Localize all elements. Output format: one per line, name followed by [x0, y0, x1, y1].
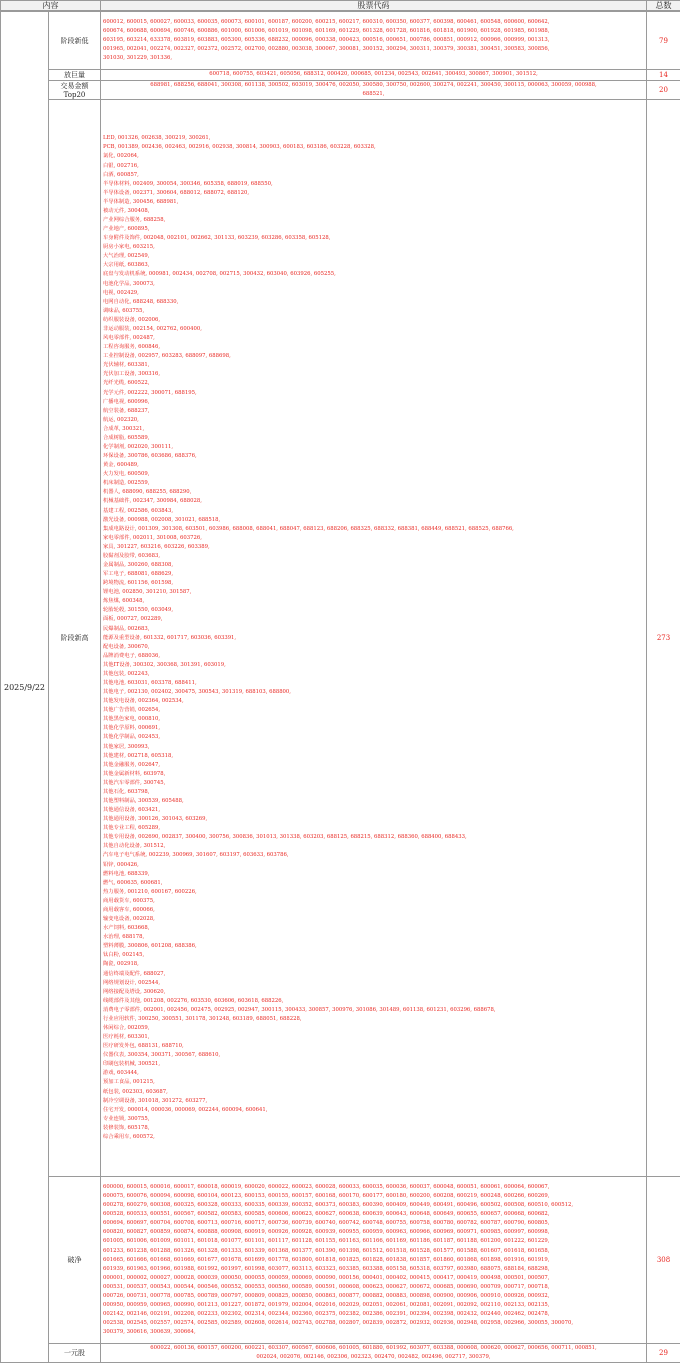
code-line: 机床制造, 002559,: [103, 479, 644, 488]
code-line: 其他家居, 300993,: [103, 743, 644, 752]
code-line: 300379, 300616, 300639, 300664,: [103, 1328, 644, 1337]
total-new-low: 79: [647, 12, 680, 70]
code-line: 其他IT设备, 300302, 300368, 301391, 603019,: [103, 661, 644, 670]
code-line: 其他汽车零部件, 300745,: [103, 779, 644, 788]
code-line: 其他专业工程, 605289,: [103, 824, 644, 833]
code-line: 其他通用设备, 300126, 301043, 603269,: [103, 815, 644, 824]
code-line: 002142, 002146, 002191, 002208, 002233, 002302, 002314, 002344, 002360, 002375, 002382, 002386, 002391, 002394, 002398, 002432, 002440, 002462, 002478,: [103, 1310, 644, 1319]
code-line: 600012, 600015, 600027, 600033, 600035, 600073, 600101, 600187, 600200, 600215, 600217, 600310, 600350, 600377, 600398, 600461, 600548, 600600, 600642,: [103, 18, 644, 27]
row-new-low: [1, 12, 680, 70]
code-line: 其他电池, 603031, 603378, 688411,: [103, 679, 644, 688]
code-line: 汽车电子电气系统, 002239, 300969, 301607, 603197, 603633, 603786,: [103, 851, 644, 860]
code-line: 燃气, 600635, 600681,: [103, 879, 644, 888]
code-line: 环保设备, 300786, 603686, 688376,: [103, 452, 644, 461]
code-line: 基建工程, 002586, 603843,: [103, 507, 644, 516]
row-one-yuan: [1, 1344, 680, 1363]
code-line: 医疗研发外包, 688131, 688710,: [103, 1042, 644, 1051]
code-line: 600000, 600015, 600016, 600017, 600018, 600019, 600020, 600022, 600023, 600028, 600033, 600035, 600036, 600037, 600048, 600051, 600061, 600064, 600067,: [103, 1183, 644, 1192]
code-line: 601005, 601006, 601009, 601011, 601018, 601077, 601101, 601117, 601128, 601155, 601163, 601166, 601169, 601186, 601187, 601188, 601200, 601222, 601229,: [103, 1237, 644, 1246]
date-cell: 2025/9/22: [1, 12, 49, 1363]
header-codes: 股票代码: [101, 1, 647, 11]
category-volume: 放巨量: [49, 70, 101, 81]
code-line: 光伏加工设备, 300316,: [103, 370, 644, 379]
code-line: 铅锌, 000426,: [103, 861, 644, 870]
code-line: 光伏辅材, 603381,: [103, 361, 644, 370]
row-top20: [1, 81, 680, 100]
code-line: 住宅开发, 000014, 000036, 000069, 002244, 600094, 600641,: [103, 1106, 644, 1115]
code-line: 配电设备, 300670,: [103, 643, 644, 652]
code-line: 厨房小家电, 603215,: [103, 243, 644, 252]
code-line: 网络规划设计, 002544,: [103, 979, 644, 988]
code-line: 600820, 600827, 600859, 600874, 600888, 600908, 600919, 600926, 600928, 600939, 600955, 600959, 600963, 600966, 600969, 600971, 600985, 600997, 600998,: [103, 1228, 644, 1237]
total-volume: 14: [647, 70, 680, 81]
header-total: 总数: [647, 1, 680, 11]
code-line: 非运动服装, 002154, 002762, 600400,: [103, 325, 644, 334]
code-line: 底盘与发动机系统, 000981, 002434, 002708, 002715, 300432, 603040, 603926, 605255,: [103, 270, 644, 279]
code-line: 制冷空调设备, 301018, 301272, 603277,: [103, 1097, 644, 1106]
category-one-yuan: 一元股: [49, 1344, 101, 1363]
row-broken: [1, 1177, 680, 1344]
code-line: 其他石化, 603798,: [103, 788, 644, 797]
code-line: 600718, 600755, 603421, 605056, 688312, 000420, 000685, 001234, 002543, 002641, 300493, 300867, 300901, 301512,: [103, 70, 644, 79]
code-line: 大气治理, 002549,: [103, 252, 644, 261]
code-line: 600694, 600697, 600704, 600708, 600713, 600716, 600717, 600736, 600739, 600740, 600742, 600748, 600755, 600758, 600780, 600782, 600787, 600790, 600805,: [103, 1219, 644, 1228]
code-line: 机器人, 688090, 688255, 688290,: [103, 488, 644, 497]
category-broken: 破净: [49, 1177, 101, 1344]
codes-one-yuan: [101, 1344, 647, 1363]
code-line: 游戏, 603444,: [103, 1069, 644, 1078]
code-line: PCB, 001389, 002436, 002463, 002916, 002938, 300814, 300903, 600183, 603186, 603228, 603328,: [103, 143, 644, 152]
total-new-high: 273: [647, 100, 680, 1177]
code-line: 轮胎轮毂, 301550, 603049,: [103, 606, 644, 615]
code-line: 仪器仪表, 300354, 300371, 300567, 688610,: [103, 1051, 644, 1060]
code-line: 品牌消费电子, 688036,: [103, 652, 644, 661]
code-line: 塑料薄膜, 300806, 601208, 688386,: [103, 942, 644, 951]
code-line: 000001, 000002, 000027, 000028, 000039, 000050, 000055, 000059, 000069, 000090, 000156, 000401, 000402, 000415, 000417, 000419, 000498, 000501, 000507,: [103, 1274, 644, 1283]
code-line: 601233, 601238, 601288, 601326, 601328, 601333, 601339, 601368, 601377, 601390, 601398, 601512, 601518, 601528, 601577, 601588, 601607, 601618, 601658,: [103, 1247, 644, 1256]
codes-broken: [101, 1177, 647, 1344]
code-line: 纸包装, 002303, 603687,: [103, 1088, 644, 1097]
code-line: 其他化学制品, 002453,: [103, 733, 644, 742]
code-line: 民爆制品, 002683,: [103, 625, 644, 634]
code-line: 专业连锁, 300755,: [103, 1115, 644, 1124]
code-line: 钛白粉, 002145,: [103, 951, 644, 960]
code-line: 金属制品, 300260, 688308,: [103, 561, 644, 570]
code-line: 688981, 688256, 688041, 300308, 601138, 300502, 603019, 300476, 002050, 300580, 300750, 002600, 300274, 002241, 300450, 300115, 000063, 300059, 000988,: [103, 81, 644, 90]
code-line: 车身附件及饰件, 002048, 002101, 002662, 301133, 603239, 603286, 603358, 605128,: [103, 234, 644, 243]
code-line: 601665, 601666, 601668, 601669, 601677, 601678, 601699, 601778, 601800, 601818, 601825, 601828, 601838, 601857, 601860, 601868, 601898, 601916, 601919,: [103, 1256, 644, 1265]
code-line: 锂电池, 002850, 301210, 301587,: [103, 588, 644, 597]
code-line: 光纤光缆, 600522,: [103, 379, 644, 388]
code-line: 水治理, 688178,: [103, 933, 644, 942]
stock-table: [0, 0, 680, 11]
code-line: 航空装备, 688237,: [103, 407, 644, 416]
code-line: 600278, 600279, 600308, 600325, 600328, 600333, 600335, 600339, 600352, 600373, 600383, 600390, 600409, 600449, 600491, 600496, 600502, 600508, 600510, 600512,: [103, 1201, 644, 1210]
code-line: 炼焦煤, 600348,: [103, 597, 644, 606]
code-line: 其他塑料制品, 300539, 605488,: [103, 797, 644, 806]
code-line: 行业应用软件, 300250, 300551, 301178, 301248, 603189, 688051, 688228,: [103, 1015, 644, 1024]
code-line: 军工电子, 688081, 688629,: [103, 570, 644, 579]
code-line: 能源及重型设备, 601332, 601717, 603036, 603391,: [103, 634, 644, 643]
code-line: 电池化学品, 300073,: [103, 280, 644, 289]
code-line: 商用载货车, 600375,: [103, 897, 644, 906]
code-line: 风电零部件, 002487,: [103, 334, 644, 343]
total-top20: 20: [647, 81, 680, 100]
code-line: 预加工食品, 001215,: [103, 1078, 644, 1087]
code-line: 600022, 600136, 600157, 600200, 600221, 603307, 600567, 600606, 601005, 601880, 601992, 603077, 603388, 000608, 000620, 000627, 000656, 000711, 000851,: [103, 1344, 644, 1353]
code-line: 产业地产, 600895,: [103, 225, 644, 234]
codes-new-high: [101, 100, 647, 1177]
code-line: 胶黏剂及胶带, 603683,: [103, 552, 644, 561]
code-line: 半导体设备, 002371, 300604, 688012, 688072, 688120,: [103, 189, 644, 198]
code-line: LED, 001326, 002638, 300219, 300261,: [103, 134, 644, 143]
code-line: 其他自动化设备, 301512,: [103, 842, 644, 851]
code-line: 广播电视, 600996,: [103, 398, 644, 407]
code-line: 化学制剂, 002020, 300111,: [103, 443, 644, 452]
code-line: 印刷包装机械, 300521,: [103, 1060, 644, 1069]
code-line: 通信终端及配件, 688027,: [103, 970, 644, 979]
code-line: 装修装饰, 605178,: [103, 1124, 644, 1133]
code-line: 白银, 002716,: [103, 162, 644, 171]
code-line: 其他电子, 002130, 002402, 300475, 300543, 301319, 688103, 688800,: [103, 688, 644, 697]
code-line: 002024, 002076, 002146, 002306, 002323, 002470, 002482, 002496, 002717, 300379,: [103, 1353, 644, 1362]
code-line: 休闲综合, 002059,: [103, 1024, 644, 1033]
code-line: 纺织服装设备, 002006,: [103, 316, 644, 325]
code-line: 其他通信设备, 603421,: [103, 806, 644, 815]
code-line: 688521,: [103, 90, 644, 99]
code-line: 网络接配及塔设, 300620,: [103, 988, 644, 997]
codes-top20: [101, 81, 647, 100]
code-line: 合成革, 300321,: [103, 425, 644, 434]
code-line: 其他金属新材料, 603978,: [103, 770, 644, 779]
code-line: 其他发电设备, 002364, 002534,: [103, 697, 644, 706]
category-new-high: 阶段新高: [49, 100, 101, 1177]
code-line: 000531, 000537, 000543, 000544, 000546, 000552, 000553, 000560, 000589, 000591, 000608, 000623, 000627, 000672, 000685, 000690, 000709, 000717, 000718,: [103, 1283, 644, 1292]
code-line: 水产饲料, 603668,: [103, 924, 644, 933]
code-line: 白酒, 600857,: [103, 171, 644, 180]
code-line: 陶瓷, 002918,: [103, 960, 644, 969]
code-line: 合成树脂, 605589,: [103, 434, 644, 443]
code-line: 跨境物流, 601156, 601598,: [103, 579, 644, 588]
row-volume: [1, 70, 680, 81]
codes-volume: [101, 70, 647, 81]
code-line: 其他广告营销, 002654,: [103, 706, 644, 715]
category-new-low: 阶段新低: [49, 12, 101, 70]
code-line: 603195, 603214, 633378, 603819, 603883, 605300, 605336, 688232, 000096, 000338, 000423, 000516, 000651, 000786, 000851, 000912, 000966, 000999, 001313,: [103, 36, 644, 45]
code-line: 激光设备, 000988, 002008, 301021, 688518,: [103, 516, 644, 525]
code-line: 600674, 600688, 600694, 600746, 600886, 601000, 601006, 601019, 601098, 601169, 601229, 601328, 601728, 601816, 601818, 601900, 601928, 601985, 601988,: [103, 27, 644, 36]
code-line: 其他黑色家电, 000810,: [103, 715, 644, 724]
code-line: 线缆部件及其他, 001208, 002276, 603530, 603606, 603618, 688226,: [103, 997, 644, 1006]
code-line: 其他建材, 002718, 605318,: [103, 752, 644, 761]
code-line: 601939, 601963, 601966, 601988, 601992, 601997, 601998, 603077, 603113, 603323, 603385, 603388, 605158, 605318, 603797, 603980, 688075, 688184, 688298,: [103, 1265, 644, 1274]
code-line: 航运, 002320,: [103, 416, 644, 425]
code-line: 其他专用设备, 002690, 002837, 300400, 300756, 300836, 301013, 301338, 603203, 688125, 688215, 688312, 688360, 688400, 688433,: [103, 833, 644, 842]
code-line: 黄金, 600489,: [103, 461, 644, 470]
code-line: 电视, 002429,: [103, 289, 644, 298]
category-top20: 交易金额Top20: [49, 81, 101, 100]
code-line: 综合乘用车, 600572,: [103, 1133, 644, 1142]
code-line: 工程咨询服务, 600846,: [103, 343, 644, 352]
code-line: 600528, 600533, 600551, 600567, 600582, 600583, 600585, 600606, 600623, 600627, 600638, 600639, 600643, 600648, 600649, 600655, 600657, 600668, 600682,: [103, 1210, 644, 1219]
code-line: 家具, 301227, 603216, 603226, 603389,: [103, 543, 644, 552]
code-line: 氯化, 002064,: [103, 152, 644, 161]
code-line: 301030, 301229, 301336,: [103, 54, 644, 63]
code-line: 热力服务, 001210, 600167, 600226,: [103, 888, 644, 897]
code-line: 其他包装, 002243,: [103, 670, 644, 679]
code-line: 火力发电, 600509,: [103, 470, 644, 479]
total-broken: 308: [647, 1177, 680, 1344]
code-line: 半导体制造, 300456, 688981,: [103, 198, 644, 207]
code-line: 产业网综合服务, 688258,: [103, 216, 644, 225]
code-line: 医疗耗材, 603301,: [103, 1033, 644, 1042]
code-line: 电网自动化, 688248, 688330,: [103, 298, 644, 307]
code-line: 大宗用纸, 603863,: [103, 261, 644, 270]
codes-new-low: [101, 12, 647, 70]
code-line: 输变电设备, 002028,: [103, 915, 644, 924]
header-row: [1, 1, 680, 11]
code-line: 商用载客车, 600066,: [103, 906, 644, 915]
code-line: 半导体材料, 002409, 300054, 300346, 605358, 688019, 688550,: [103, 180, 644, 189]
code-line: 调味品, 603755,: [103, 307, 644, 316]
code-line: 被动元件, 300408,: [103, 207, 644, 216]
code-line: 集成电路设计, 001309, 301308, 603501, 603986, 688008, 688041, 688047, 688123, 688206, 688325, 688332, 688381, 688449, 688521, 688525, 688766,: [103, 525, 644, 534]
code-line: 000950, 000959, 000965, 000990, 001213, 001227, 001872, 001979, 002004, 002016, 002029, 002051, 002061, 002081, 002091, 002092, 002110, 002133, 002135,: [103, 1301, 644, 1310]
code-line: 600075, 600076, 600094, 600098, 600104, 600123, 600153, 600155, 600157, 600168, 600170, 600177, 600180, 600200, 600208, 600219, 600248, 600266, 600269,: [103, 1192, 644, 1201]
code-line: 消费电子零部件, 002001, 002456, 002475, 002925, 002947, 300115, 300433, 300857, 300976, 301086, 301489, 601138, 601231, 603296, 688678,: [103, 1006, 644, 1015]
row-new-high: [1, 100, 680, 1177]
code-line: 光学元件, 002222, 300071, 688195,: [103, 389, 644, 398]
total-one-yuan: 29: [647, 1344, 680, 1363]
code-line: 面板, 000727, 002289,: [103, 615, 644, 624]
header-content: 内容: [1, 1, 101, 11]
code-line: 000726, 000731, 000778, 000785, 000789, 000797, 000809, 000825, 000850, 000863, 000877, 000882, 000883, 000898, 000900, 000906, 000910, 000926, 000932,: [103, 1292, 644, 1301]
code-line: 机械基础件, 002347, 300984, 688028,: [103, 497, 644, 506]
code-line: 工业控制设备, 002957, 603283, 688097, 688698,: [103, 352, 644, 361]
code-line: 001965, 002041, 002274, 002327, 002372, 002572, 002700, 002880, 003038, 300067, 300081, 300152, 300294, 300311, 300379, 300381, 300451, 300583, 300856,: [103, 45, 644, 54]
code-line: 燃料电池, 688339,: [103, 870, 644, 879]
code-line: 其他化学原料, 000691,: [103, 724, 644, 733]
code-line: 家电零部件, 002011, 301008, 603726,: [103, 534, 644, 543]
code-line: 其他金融服务, 002647,: [103, 761, 644, 770]
data-table: [0, 11, 680, 1363]
code-line: 002538, 002545, 002557, 002574, 002585, 002589, 002608, 002614, 002743, 002788, 002807, 002839, 002872, 002932, 002936, 002948, 002958, 002966, 300055, 300070,: [103, 1319, 644, 1328]
